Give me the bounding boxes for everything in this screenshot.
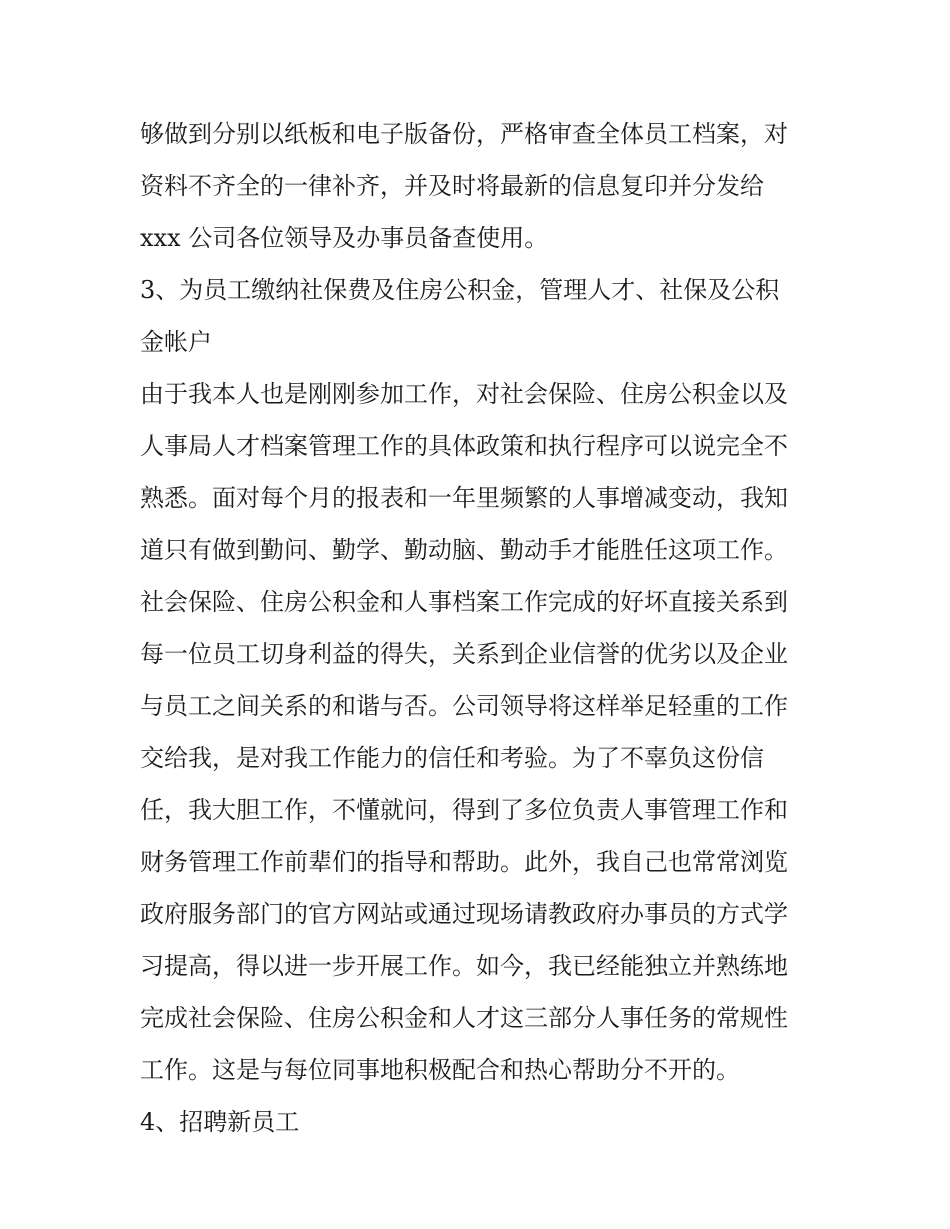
body-line: 财务管理工作前辈们的指导和帮助。此外，我自己也常常浏览 (140, 848, 788, 876)
section-heading-3: 3、为员工缴纳社保费及住房公积金，管理人才、社保及公积 (140, 276, 780, 304)
body-line: 够做到分别以纸板和电子版备份，严格审查全体员工档案，对 (140, 120, 788, 148)
body-line: 任，我大胆工作，不懂就问，得到了多位负责人事管理工作和 (140, 796, 788, 824)
section-heading-3-continued: 金帐户 (140, 328, 212, 356)
body-line: 完成社会保险、住房公积金和人才这三部分人事任务的常规性 (140, 1004, 788, 1032)
body-line: 人事局人才档案管理工作的具体政策和执行程序可以说完全不 (140, 432, 788, 460)
body-line: 由于我本人也是刚刚参加工作，对社会保险、住房公积金以及 (140, 380, 788, 408)
body-line: xxx 公司各位领导及办事员备查使用。 (140, 224, 549, 252)
body-line: 社会保险、住房公积金和人事档案工作完成的好坏直接关系到 (140, 588, 788, 616)
body-line: 工作。这是与每位同事地积极配合和热心帮助分不开的。 (140, 1056, 740, 1084)
body-line: 与员工之间关系的和谐与否。公司领导将这样举足轻重的工作 (140, 692, 788, 720)
body-line: 熟悉。面对每个月的报表和一年里频繁的人事增减变动，我知 (140, 484, 788, 512)
section-heading-4: 4、招聘新员工 (140, 1108, 300, 1136)
body-line: 习提高，得以进一步开展工作。如今，我已经能独立并熟练地 (140, 952, 788, 980)
body-line: 政府服务部门的官方网站或通过现场请教政府办事员的方式学 (140, 900, 788, 928)
document-body (140, 108, 820, 1148)
body-line: 交给我，是对我工作能力的信任和考验。为了不辜负这份信 (140, 744, 764, 772)
body-line: 资料不齐全的一律补齐，并及时将最新的信息复印并分发给 (140, 172, 764, 200)
body-line: 道只有做到勤问、勤学、勤动脑、勤动手才能胜任这项工作。 (140, 536, 788, 564)
body-line: 每一位员工切身利益的得失，关系到企业信誉的优劣以及企业 (140, 640, 788, 668)
